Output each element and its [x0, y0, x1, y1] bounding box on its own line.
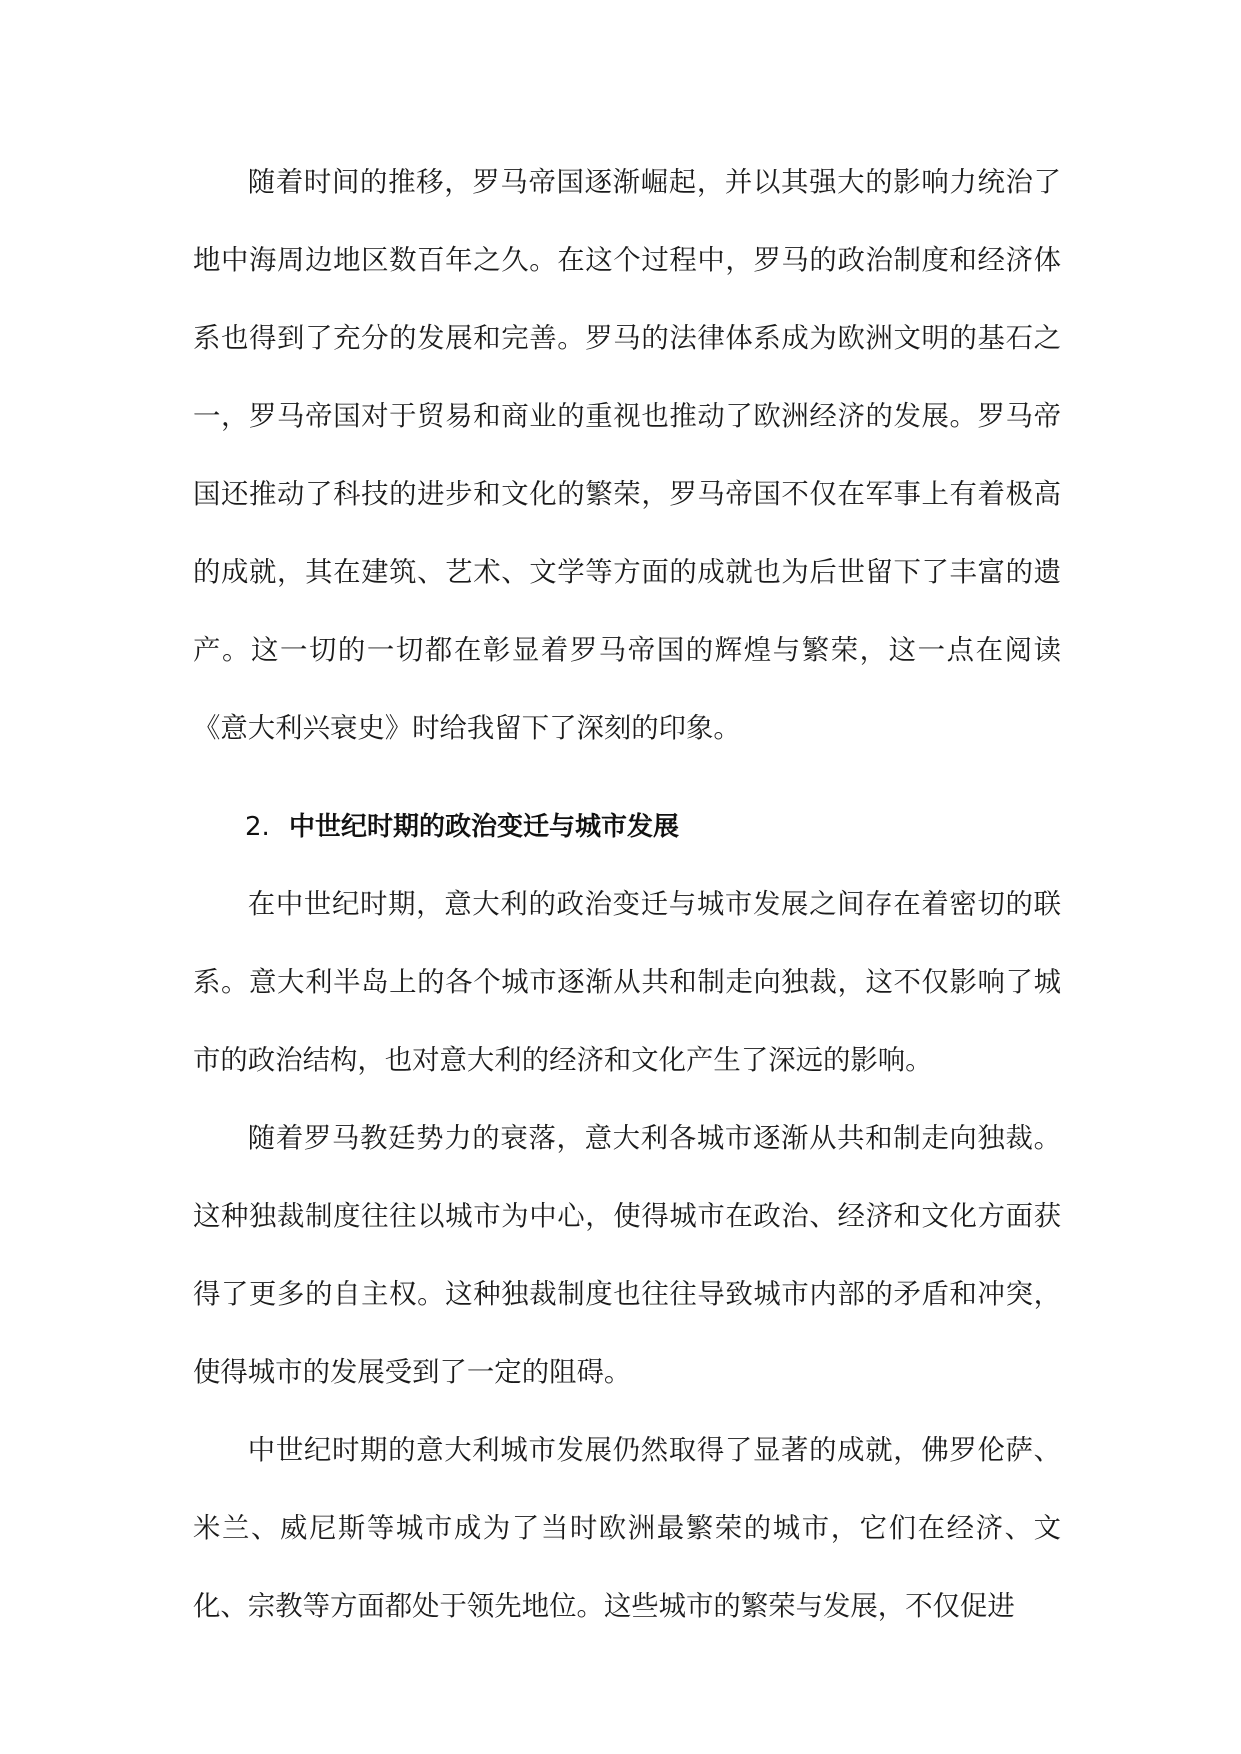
paragraph-medieval-intro: 在中世纪时期，意大利的政治变迁与城市发展之间存在着密切的联系。意大利半岛上的各个城市逐渐从共和制走向独裁，这不仅影响了城市的政治结构，也对意大利的经济和文化产生了深远的影响。 — [193, 889, 1061, 1076]
section-heading — [193, 788, 1061, 866]
paragraph-roman-empire: 随着时间的推移，罗马帝国逐渐崛起，并以其强大的影响力统治了地中海周边地区数百年之久。在这个过程中，罗马的政治制度和经济体系也得到了充分的发展和完善。罗马的法律体系成为欧洲文明的基石之一，罗马帝国对于贸易和商业的重视也推动了欧洲经济的发展。罗马帝国还推动了科技的进步和文化的繁荣，罗马帝国不仅在军事上有着极高的成就，其在建筑、艺术、文学等方面的成就也为后世留下了丰富的遗产。这一切的一切都在彰显着罗马帝国的辉煌与繁荣，这一点在阅读《意大利兴衰史》时给我留下了深刻的印象。 — [193, 167, 1061, 744]
document-body — [193, 144, 1061, 1646]
section-number: 2. — [245, 812, 270, 842]
paragraph-dictatorship: 随着罗马教廷势力的衰落，意大利各城市逐渐从共和制走向独裁。这种独裁制度往往以城市为中心，使得城市在政治、经济和文化方面获得了更多的自主权。这种独裁制度也往往导致城市内部的矛盾和冲突，使得城市的发展受到了一定的阻碍。 — [193, 1123, 1061, 1388]
paragraph-city-achievements: 中世纪时期的意大利城市发展仍然取得了显著的成就，佛罗伦萨、米兰、威尼斯等城市成为了当时欧洲最繁荣的城市，它们在经济、文化、宗教等方面都处于领先地位。这些城市的繁荣与发展，不仅促进 — [193, 1435, 1061, 1622]
section-title: 中世纪时期的政治变迁与城市发展 — [289, 812, 680, 842]
